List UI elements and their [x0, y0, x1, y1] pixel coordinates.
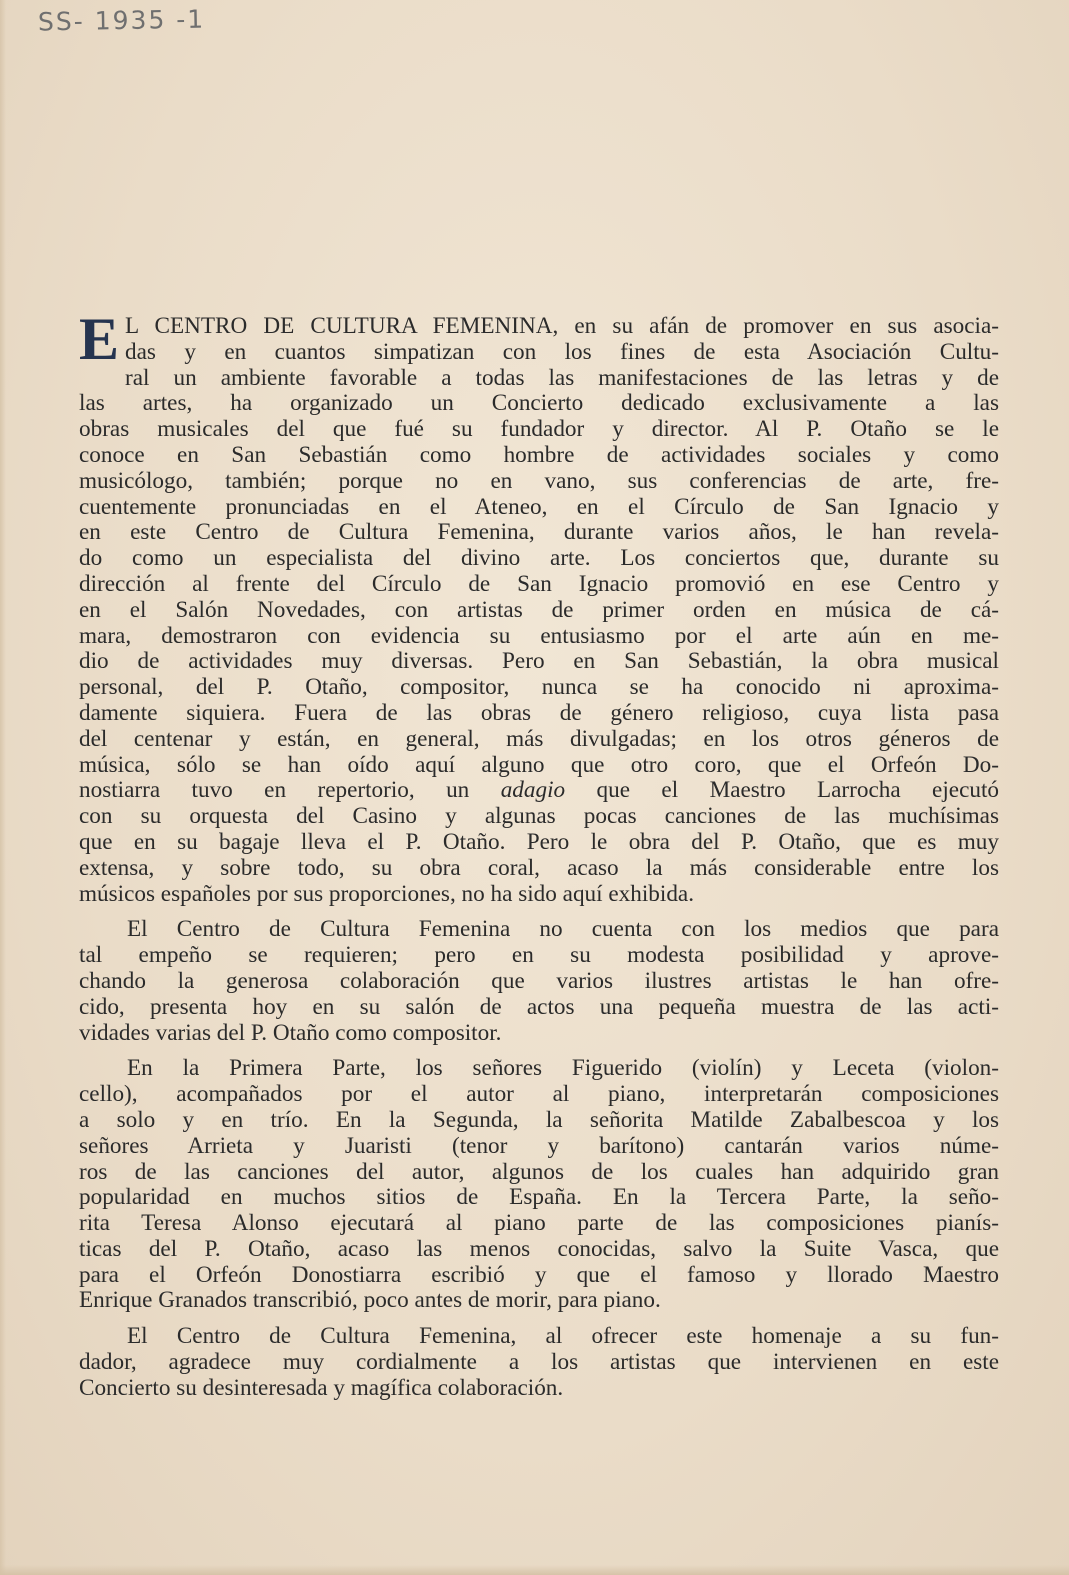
text-fragment: que el Maestro Larrocha ejecutó — [565, 777, 999, 804]
text-line: en este Centro de Cultura Femenina, durante varios años, le han revela- — [79, 519, 999, 546]
text-fragment: , en su afán de promover en sus asocia- — [552, 313, 999, 339]
italic-word: adagio — [500, 777, 566, 804]
text-line: vidades varias del P. Otaño como compositor. — [79, 1019, 502, 1046]
text-line: a solo y en trío. En la Segunda, la señorita Matilde Zabalbescoa y los — [79, 1106, 999, 1133]
paragraph-1 — [79, 306, 999, 907]
text-line: das y en cuantos simpatizan con los fines de esta Asociación Cultu- — [125, 338, 999, 365]
text-line: conoce en San Sebastián como hombre de actividades sociales y como — [79, 441, 999, 468]
text-line: ral un ambiente favorable a todas las manifestaciones de las letras y de — [125, 364, 999, 391]
text-line: El Centro de Cultura Femenina no cuenta con los medios que para — [127, 916, 999, 943]
text-line: cello), acompañados por el autor al piano, interpretarán composiciones — [79, 1081, 999, 1108]
text-line: rita Teresa Alonso ejecutará al piano parte de las composiciones pianís- — [79, 1210, 999, 1237]
text-line: Enrique Granados transcribió, poco antes de morir, para piano. — [79, 1287, 661, 1314]
text-line: popularidad en muchos sitios de España. En la Tercera Parte, la seño- — [79, 1184, 999, 1211]
archive-handwritten-mark: SS- 1935 -1 — [37, 4, 206, 37]
text-line: El Centro de Cultura Femenina, al ofrecer este homenaje a su fun- — [127, 1323, 999, 1350]
lead-smallcaps: L CENTRO DE CULTURA FEMENINA — [125, 313, 553, 339]
text-line: cido, presenta hoy en su salón de actos una pequeña muestra de las acti- — [79, 993, 999, 1020]
text-line: mara, demostraron con evidencia su entusiasmo por el arte aún en me- — [79, 622, 999, 649]
text-line: do como un especialista del divino arte. Los conciertos que, durante su — [79, 545, 999, 572]
page-edge — [0, 0, 6, 1575]
text-line: dirección al frente del Círculo de San Ignacio promovió en ese Centro y — [79, 570, 999, 597]
text-line: tal empeño se requieren; pero en su modesta posibilidad y aprove- — [79, 942, 999, 969]
paragraph-3 — [79, 1056, 999, 1314]
drop-cap: E — [79, 306, 120, 372]
text-line: chando la generosa colaboración que varios ilustres artistas le han ofre- — [79, 967, 999, 994]
text-line: Concierto su desinteresada y magífica colaboración. — [79, 1374, 564, 1401]
text-line: ros de las canciones del autor, algunos de los cuales han adquirido gran — [79, 1158, 999, 1185]
text-line: en el Salón Novedades, con artistas de primer orden en música de cá- — [79, 596, 999, 623]
text-line: que en su bagaje lleva el P. Otaño. Pero le obra del P. Otaño, que es muy — [79, 828, 999, 855]
text-line: con su orquesta del Casino y algunas pocas canciones de las muchísimas — [79, 803, 999, 830]
document-body — [79, 306, 999, 1402]
text-line: cuentemente pronunciadas en el Ateneo, en el Círculo de San Ignacio y — [79, 493, 999, 520]
page-edge-bottom — [0, 1565, 1069, 1575]
text-line: señores Arrieta y Juaristi (tenor y barítono) cantarán varios núme- — [79, 1132, 999, 1159]
text-line: músicos españoles por sus proporciones, no ha sido aquí exhibida. — [79, 880, 695, 907]
text-line: para el Orfeón Donostiarra escribió y que el famoso y llorado Maestro — [79, 1261, 999, 1288]
text-fragment: nostiarra tuvo en repertorio, un — [79, 777, 501, 804]
text-line: dio de actividades muy diversas. Pero en San Sebastián, la obra musical — [79, 648, 999, 675]
text-line: personal, del P. Otaño, compositor, nunca se ha conocido ni aproxima- — [79, 674, 999, 701]
text-line — [79, 778, 999, 804]
text-line: música, sólo se han oído aquí alguno que otro coro, que el Orfeón Do- — [79, 751, 999, 778]
text-line: obras musicales del que fué su fundador y director. Al P. Otaño se le — [79, 416, 999, 443]
text-line: del centenar y están, en general, más divulgadas; en los otros géneros de — [79, 725, 999, 752]
text-line: las artes, ha organizado un Concierto dedicado exclusivamente a las — [79, 390, 999, 417]
paragraph-2 — [79, 917, 999, 1046]
text-line: dador, agradece muy cordialmente a los artistas que intervienen en este — [79, 1349, 999, 1376]
text-line: ticas del P. Otaño, acaso las menos conocidas, salvo la Suite Vasca, que — [79, 1235, 999, 1262]
text-line: extensa, y sobre todo, su obra coral, acaso la más considerable entre los — [79, 854, 999, 881]
text-line: En la Primera Parte, los señores Figuerido (violín) y Leceta (violon- — [127, 1055, 999, 1082]
text-line: damente siquiera. Fuera de las obras de género religioso, cuya lista pasa — [79, 699, 999, 726]
paragraph-4 — [79, 1324, 999, 1401]
text-line — [79, 314, 999, 340]
text-line: musicólogo, también; porque no en vano, sus conferencias de arte, fre- — [79, 467, 999, 494]
